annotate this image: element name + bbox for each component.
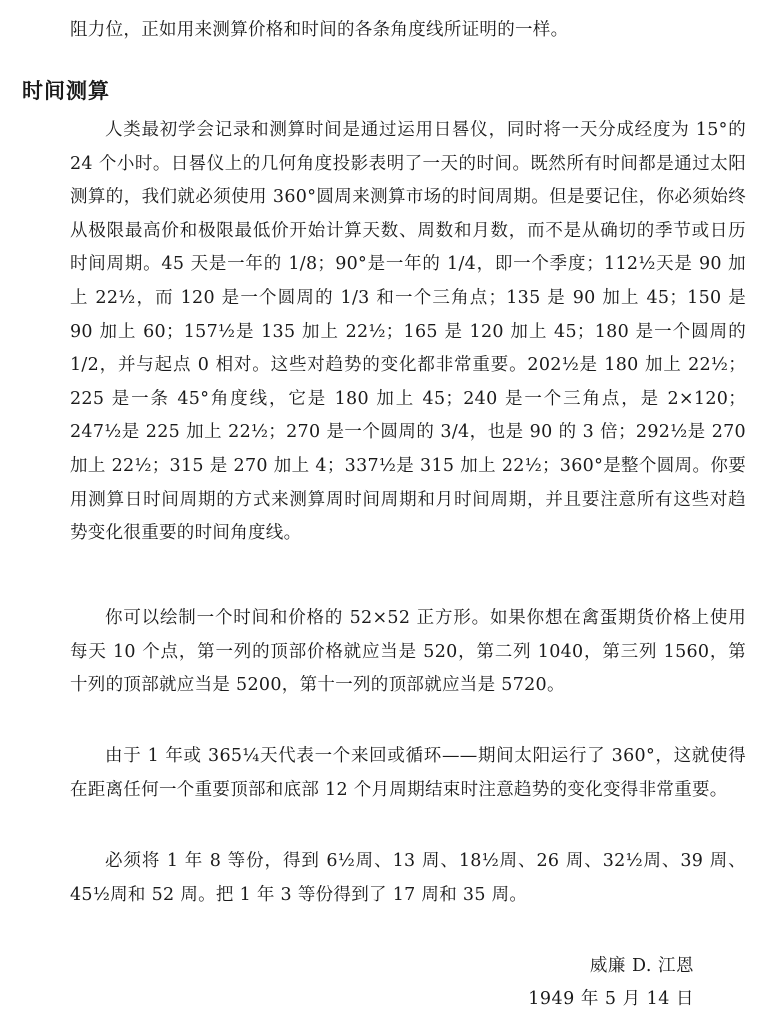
paragraph: 由于 1 年或 365¼天代表一个来回或循环——期间太阳运行了 360°，这就使得在距离任何一个重要顶部和底部 12 个月周期结束时注意趋势的变化变得非常重要。 (70, 746, 746, 800)
paragraph: 必须将 1 年 8 等份，得到 6½周、13 周、18½周、26 周、32½周、39 周、45½周和 52 周。把 1 年 3 等份得到了 17 周和 35 周。 (70, 851, 746, 905)
paragraph: 你可以绘制一个时间和价格的 52×52 正方形。如果你想在禽蛋期货价格上使用每天 10 个点，第一列的顶部价格就应当是 520，第二列 1040，第三列 1560，第十列的顶部就应当是 5200，第十一列的顶部就应当是 5720。 (70, 608, 746, 696)
section-title: 时间测算 (22, 79, 110, 103)
signature-name: 威廉 D. 江恩 (589, 956, 694, 976)
continuation-line: 阻力位，正如用来测算价格和时间的各条角度线所证明的一样。 (70, 20, 569, 40)
signature-date: 1949 年 5 月 14 日 (528, 989, 694, 1009)
paragraph: 人类最初学会记录和测算时间是通过运用日晷仪，同时将一天分成经度为 15°的 24 个小时。日晷仪上的几何角度投影表明了一天的时间。既然所有时间都是通过太阳测算的，我们就必须使用 360°圆周来测算市场的时间周期。但是要记住，你必须始终从极限最高价和极限最低价开始计算天数、周数和月数，而不是从确切的季节或日历时间周期。45 天是一年的 1/8；90°是一年的 1/4，即一个季度；112½天是 90 加上 22½，而 120 是一个圆周的 1/3 和一个三角点；135 是 90 加上 45；150 是 90 加上 60；157½是 135 加上 22½；165 是 120 加上 45；180 是一个圆周的 1/2，并与起点 0 相对。这些对趋势的变化都非常重要。202½是 180 加上 22½；225 是一条 45°角度线，它是 180 加上 45；240 是一个三角点，是 2×120；247½是 225 加上 22½；270 是一个圆周的 3/4，也是 90 的 3 倍；292½是 270 加上 22½；315 是 270 加上 4；337½是 315 加上 22½；360°是整个圆周。你要用测算日时间周期的方式来测算周时间周期和月时间周期，并且要注意所有这些对趋势变化很重要的时间角度线。 (70, 120, 746, 544)
